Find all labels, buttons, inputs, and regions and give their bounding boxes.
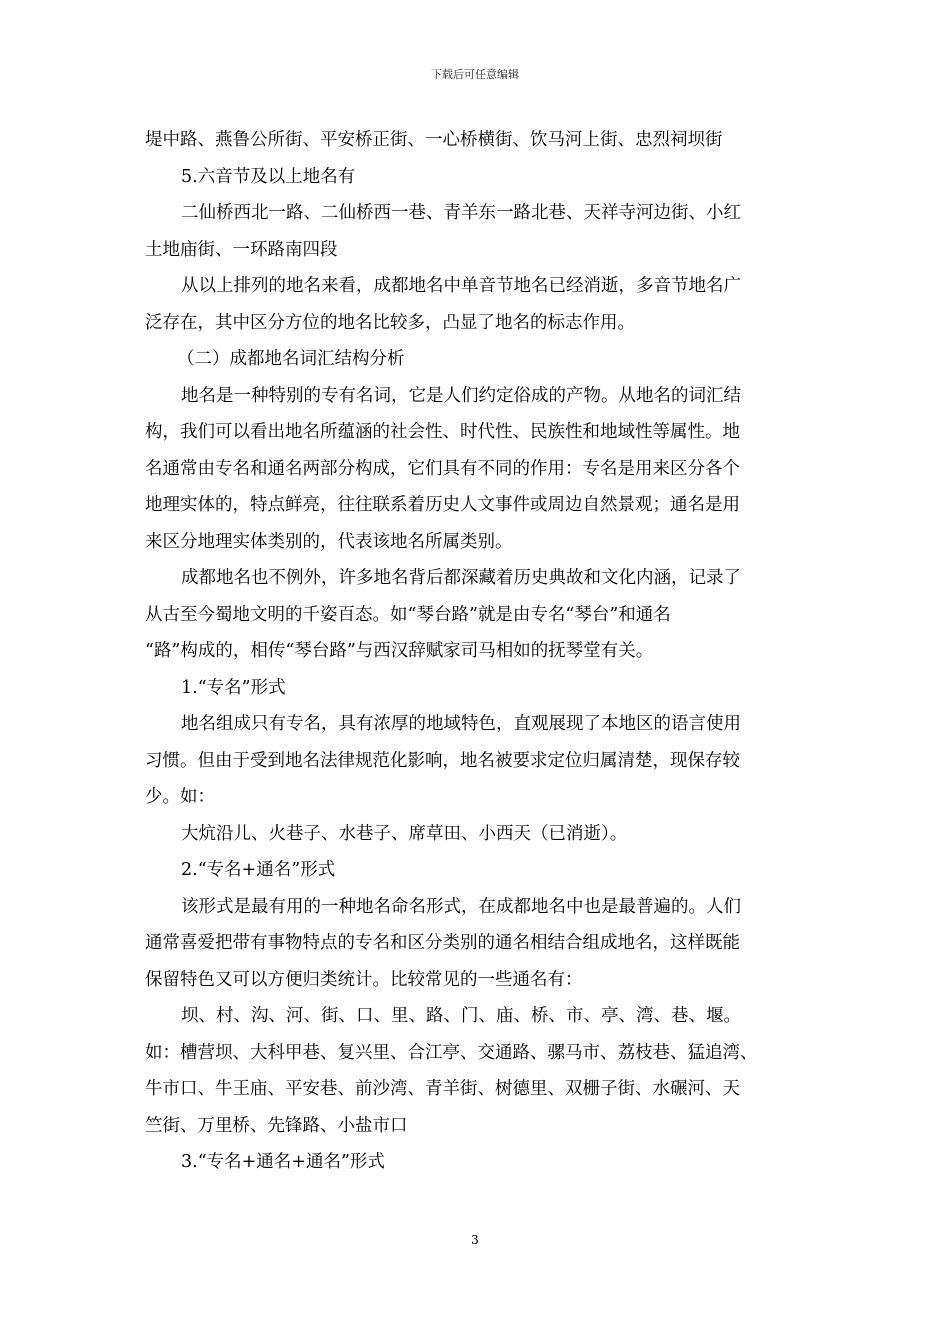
document-body [145, 122, 817, 1181]
paragraph-line: 泛存在，其中区分方位的地名比较多，凸显了地名的标志作用。 [145, 312, 635, 333]
paragraph-line: 二仙桥西北一路、二仙桥西一巷、青羊东一路北巷、天祥寺河边街、小红 [181, 203, 741, 223]
paragraph-line: 土地庙街、一环路南四段 [145, 239, 338, 260]
paragraph-line: 成都地名也不例外，许多地名背后都深藏着历史典故和文化内涵，记录了 [181, 568, 741, 588]
paragraph-line: 习惯。但由于受到地名法律规范化影响，地名被要求定位归属清楚，现保存较 [145, 750, 740, 771]
paragraph-line: 地名组成只有专名，具有浓厚的地域特色，直观展现了本地区的语言使用 [181, 714, 741, 734]
paragraph-line: 竺街、万里桥、先锋路、小盐市口 [145, 1115, 408, 1136]
paragraph-line: 牛市口、牛王庙、平安巷、前沙湾、青羊街、树德里、双栅子街、水碾河、天 [145, 1079, 740, 1099]
paragraph-line: 堤中路、燕鲁公所街、平安桥正街、一心桥横街、饮马河上街、忠烈祠坝街 [145, 130, 723, 150]
paragraph-line: 保留特色又可以方便归类统计。比较常见的一些通名有： [145, 969, 583, 990]
section-heading: 5.六音节及以上地名有 [181, 166, 356, 187]
paragraph-line: 名通常由专名和通名两部分构成，它们具有不同的作用：专名是用来区分各个 [145, 458, 740, 479]
paragraph-line: 从古至今蜀地文明的千姿百态。如“琴台路”就是由专名“琴台”和通名 [145, 604, 671, 625]
paragraph-line: 少。如： [145, 787, 215, 807]
section-heading: （二）成都地名词汇结构分析 [177, 349, 405, 369]
page-header: 下载后可任意编辑 [431, 68, 519, 81]
paragraph-line: 地理实体的，特点鲜亮，往往联系着历史人文事件或周边自然景观；通名是用 [145, 495, 740, 515]
paragraph-line: “路”构成的，相传“琴台路”与西汉辞赋家司马相如的抚琴堂有关。 [145, 641, 654, 661]
page-number: 3 [471, 1233, 479, 1247]
paragraph-line: 从以上排列的地名来看，成都地名中单音节地名已经消逝，多音节地名广 [181, 276, 741, 296]
paragraph-line: 如：槽营坝、大科甲巷、复兴里、合江亭、交通路、骡马市、荔枝巷、猛追湾、 [145, 1042, 758, 1063]
paragraph-line: 坝、村、沟、河、街、口、里、路、门、庙、桥、市、亭、湾、巷、堰。 [181, 1006, 741, 1026]
paragraph-line: 通常喜爱把带有事物特点的专名和区分类别的通名相结合组成地名，这样既能 [145, 933, 740, 953]
paragraph-line: 构，我们可以看出地名所蕴涵的社会性、时代性、民族性和地域性等属性。地 [145, 422, 740, 442]
paragraph-line: 地名是一种特别的专有名词，它是人们约定俗成的产物。从地名的词汇结 [181, 385, 741, 406]
section-heading: 3.“专名+通名+通名”形式 [181, 1152, 385, 1172]
paragraph-line: 大炕沿儿、火巷子、水巷子、席草田、小西天（已消逝）。 [181, 823, 628, 844]
section-heading: 1.“专名”形式 [181, 677, 286, 698]
paragraph-line: 来区分地理实体类别的，代表该地名所属类别。 [145, 531, 513, 552]
section-heading: 2.“专名+通名”形式 [181, 860, 336, 880]
paragraph-line: 该形式是最有用的一种地名命名形式，在成都地名中也是最普遍的。人们 [181, 896, 741, 917]
